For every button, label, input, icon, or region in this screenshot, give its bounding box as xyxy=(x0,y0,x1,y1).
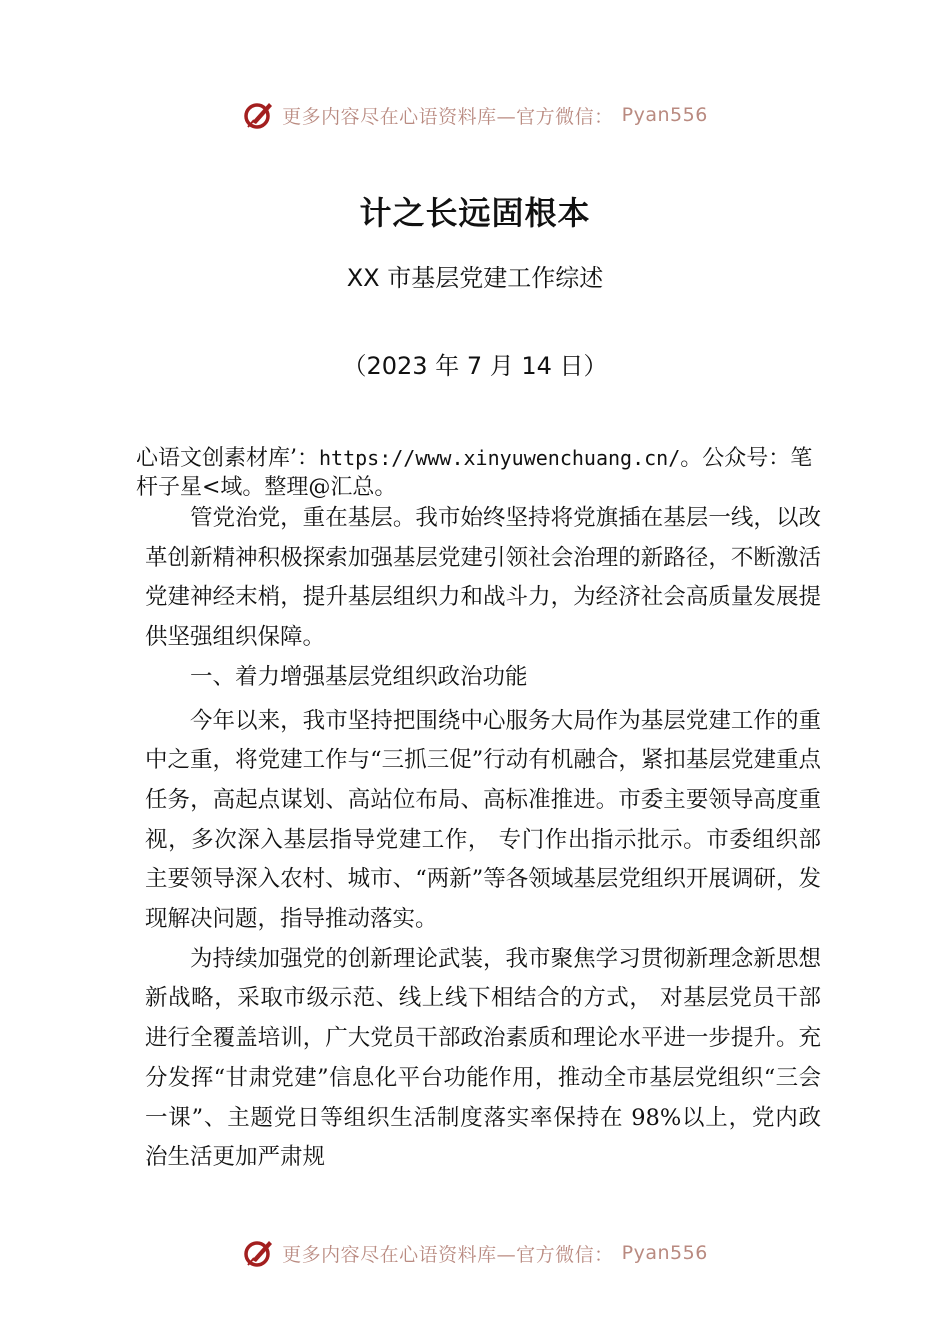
source-line xyxy=(136,444,826,502)
footer-watermark-banner xyxy=(0,1233,950,1273)
section-heading-1: 一、着力增强基层党组织政治功能 xyxy=(190,663,528,690)
header-watermark-banner xyxy=(0,95,950,135)
banner-text: 更多内容尽在心语资料库—官方微信： xyxy=(282,1243,614,1266)
banner-wechat-id: Pyan556 xyxy=(621,1242,708,1264)
source-url[interactable]: https://www.xinyuwenchuang.cn/ xyxy=(319,446,681,470)
paragraph-intro: 管党治党，重在基层。我市始终坚持将党旗插在基层一线，以改革创新精神积极探索加强基层党建引领社会治理的新路径，不断激活党建神经末梢，提升基层组织力和战斗力，为经济社会高质量发展提供坚强组织保障。 xyxy=(145,505,821,651)
banner-wechat-id: Pyan556 xyxy=(621,104,708,126)
banner-text: 更多内容尽在心语资料库—官方微信： xyxy=(282,105,614,128)
document-title: 计之长远固根本 xyxy=(359,194,591,232)
source-prefix: 心语文创素材库’： xyxy=(136,446,319,471)
document-date: （2023 年 7 月 14 日） xyxy=(342,352,608,380)
document-body xyxy=(145,499,821,1178)
paragraph-2: 今年以来，我市坚持把围绕中心服务大局作为基层党建工作的重中之重，将党建工作与“三抓三促”行动有机融合，紧扣基层党建重点任务，高起点谋划、高站位布局、高标准推进。市委主要领导高度重视，多次深入基层指导党建工作， 专门作出指示批示。市委组织部主要领导深入农村、城市、“两新”等各领域基层党组织开展调研，发现解决问题，指导推动落实。 xyxy=(145,707,821,933)
document-subtitle: XX 市基层党建工作综述 xyxy=(346,264,604,292)
quill-logo-icon xyxy=(242,98,276,132)
paragraph-3: 为持续加强党的创新理论武装，我市聚焦学习贯彻新理念新思想新战略，采取市级示范、线上线下相结合的方式， 对基层党员干部进行全覆盖培训，广大党员干部政治素质和理论水平进一步提升。充分发挥“甘肃党建”信息化平台功能作用，推动全市基层党组织“三会一课”、主题党日等组织生活制度落实率保持在 98%以上，党内政治生活更加严肃规 xyxy=(145,945,821,1171)
source-suffix: 。公众号：笔杆子星<域。整理@汇总。 xyxy=(136,446,813,500)
quill-logo-icon xyxy=(242,1236,276,1270)
